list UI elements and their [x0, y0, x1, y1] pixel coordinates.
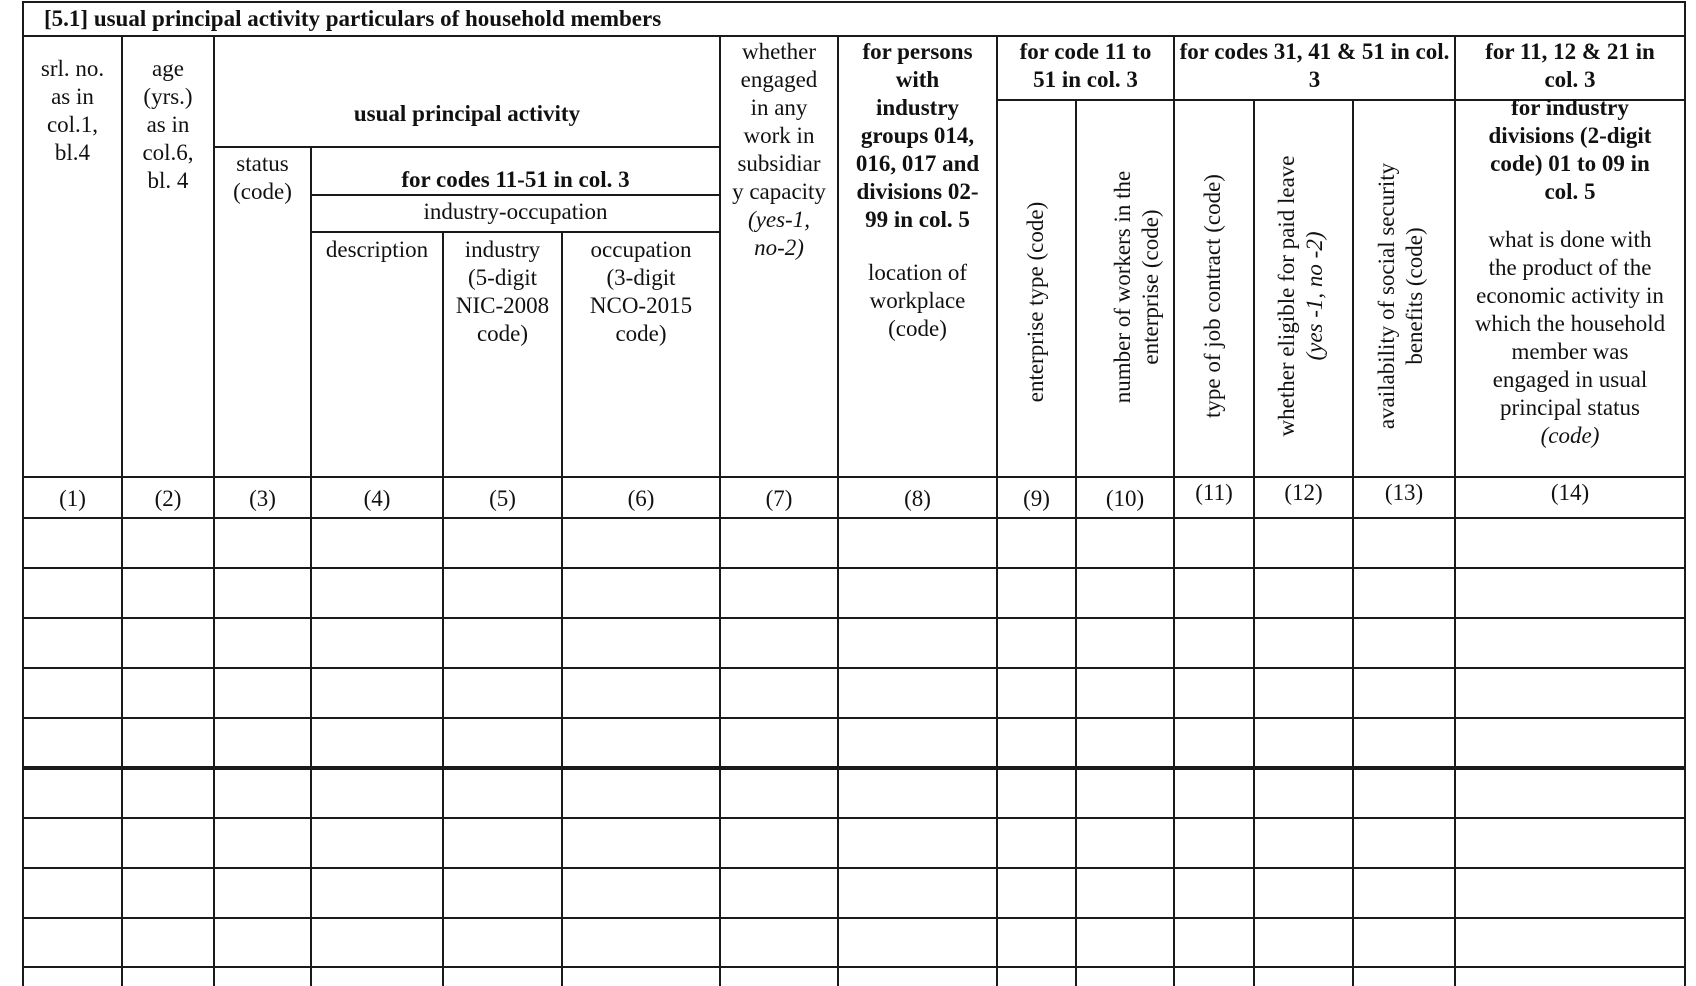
header-location-of-workplace: for persons with industry groups 014, 016, 017 and divisions 02- 99 in col. 5 location of workplace (code) — [855, 39, 980, 341]
header-srl-no: srl. no. as in col.1, bl.4 — [40, 56, 105, 165]
column-number: (4) — [363, 486, 391, 511]
header-status-code: status (code) — [233, 151, 292, 204]
header-age: age (yrs.) as in col.6, bl. 4 — [142, 56, 194, 193]
vrule-11-12 — [1253, 99, 1255, 986]
header-number-of-workers: number of workers in the enterprise (code) — [1110, 170, 1163, 404]
header-type-of-job-contract: type of job contract (code) — [1200, 174, 1225, 418]
header-group-code-11-51: for code 11 to 51 in col. 3 — [1019, 39, 1152, 92]
vrule-right — [1684, 1, 1686, 986]
column-number: (5) — [489, 486, 516, 511]
rule-under-upa — [214, 146, 719, 148]
row-rule — [22, 567, 1686, 569]
header-eligible-paid-leave: whether eligible for paid leave (yes -1, no -2) — [1274, 155, 1327, 437]
header-industry-occupation: industry-occupation — [423, 199, 608, 224]
column-number: (1) — [59, 486, 86, 511]
rule-under-ind-occ — [311, 231, 719, 233]
header-usual-principal-activity: usual principal activity — [353, 101, 581, 126]
row-rule — [22, 617, 1686, 619]
header-group-codes-31-41-51: for codes 31, 41 & 51 in col. 3 — [1179, 39, 1450, 92]
rule-colnum-bottom — [22, 517, 1686, 519]
header-enterprise-type: enterprise type (code) — [1023, 201, 1048, 403]
column-number: (6) — [627, 486, 655, 511]
column-number: (10) — [1105, 486, 1145, 511]
vrule-3-4 — [310, 146, 312, 986]
header-social-security-benefits: availability of social security benefits (code) — [1374, 162, 1427, 430]
row-rule — [22, 966, 1686, 968]
header-occupation-nco: occupation (3-digit NCO-2015 code) — [589, 237, 693, 346]
rule-under-title — [22, 35, 1686, 37]
header-product-use: for 11, 12 & 21 in col. 3 for industry divisions (2-digit code) 01 to 09 in col. 5 what is done with the product of the economic activity in which the household member was engaged in usual principal status (code) — [1474, 39, 1666, 448]
header-subsidiary-work: whether engaged in any work in subsidiar y capacity (yes-1, no-2) — [732, 39, 826, 260]
column-number: (3) — [249, 486, 276, 511]
vrule-9-10 — [1075, 99, 1077, 986]
vrule-12-13 — [1352, 99, 1354, 986]
rule-under-group-9-10 — [997, 99, 1174, 101]
row-rule — [22, 867, 1686, 869]
column-number: (13) — [1384, 480, 1424, 505]
rule-top — [22, 1, 1686, 3]
row-rule-thick — [22, 766, 1686, 770]
column-number: (12) — [1284, 480, 1323, 505]
row-rule — [22, 717, 1686, 719]
column-number: (8) — [904, 486, 931, 511]
row-rule — [22, 817, 1686, 819]
rule-under-for-codes — [311, 194, 719, 196]
header-industry-nic: industry (5-digit NIC-2008 code) — [455, 237, 550, 346]
column-number: (11) — [1195, 480, 1233, 505]
row-rule — [22, 917, 1686, 919]
column-number: (9) — [1023, 486, 1050, 511]
row-rule — [22, 667, 1686, 669]
block-title: [5.1] usual principal activity particulars of household members — [44, 6, 662, 31]
column-number: (14) — [1550, 480, 1590, 505]
column-number: (7) — [765, 486, 793, 511]
vrule-10-11 — [1173, 35, 1175, 986]
column-number: (2) — [154, 486, 182, 511]
header-description: description — [325, 237, 429, 262]
header-for-codes-11-51: for codes 11-51 in col. 3 — [401, 167, 630, 192]
